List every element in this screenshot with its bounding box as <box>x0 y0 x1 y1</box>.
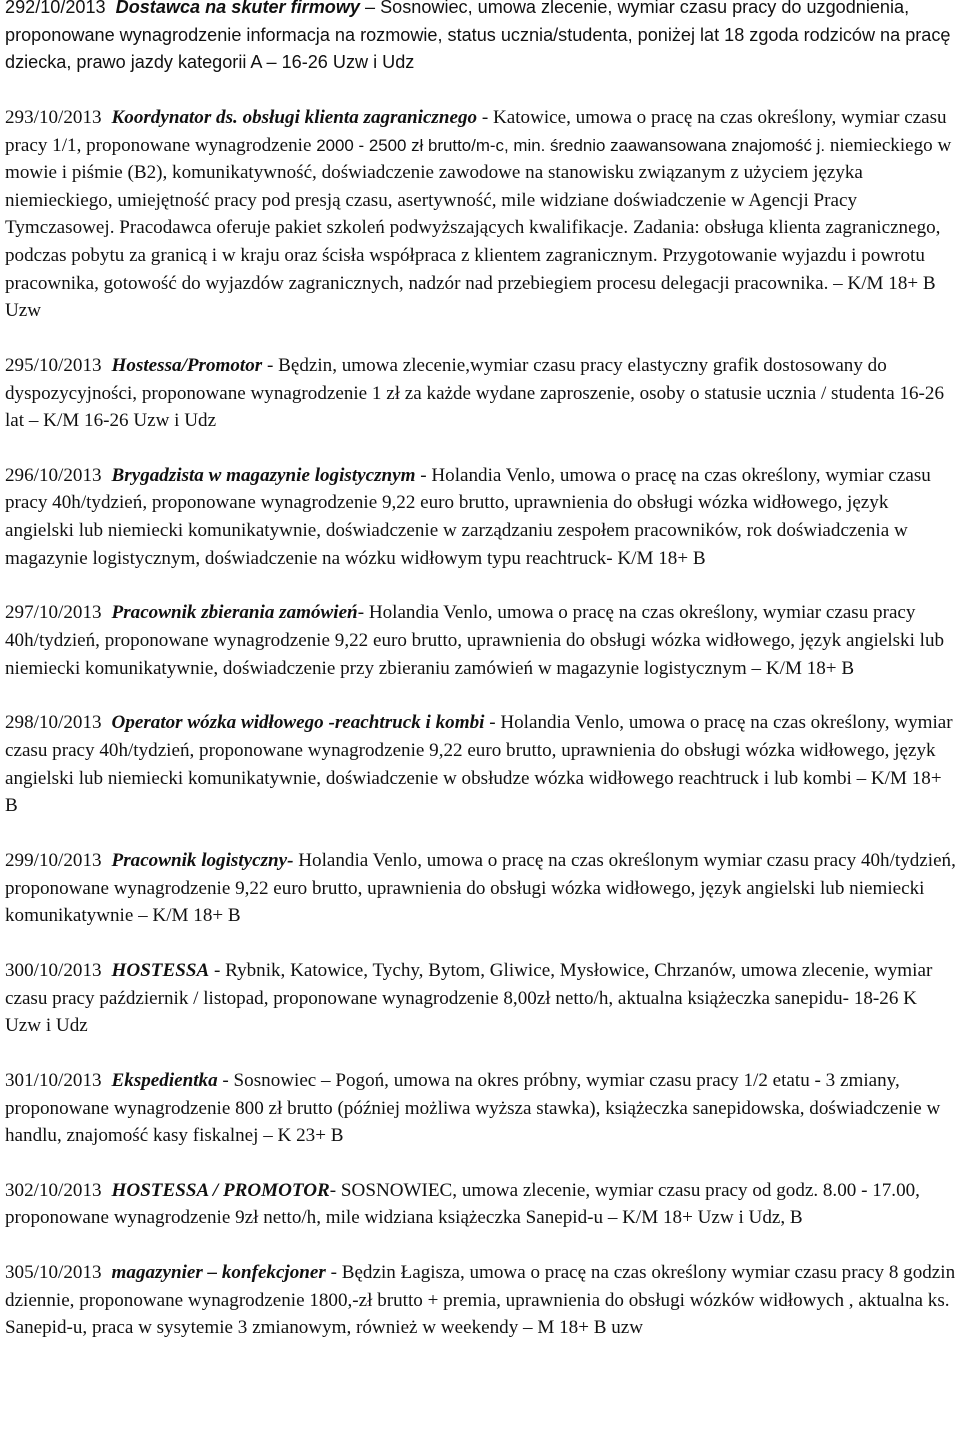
job-entry-295 <box>5 352 957 435</box>
job-title: Pracownik zbierania zamówień <box>111 602 358 624</box>
job-description: - Holandia Venlo, umowa o pracę na czas określony, wymiar czasu pracy 40h/tydzień, proponowane wynagrodzenie 9,22 euro brutto, uprawnienia do obsługi wózka widłowego, język angielski lub niemiecki komunikatywnie, doświadczenie przy zbieraniu zamówień w magazynie logistycznym – K/M 18+ B <box>5 602 945 679</box>
job-description: - Sosnowiec – Pogoń, umowa na okres próbny, wymiar czasu pracy 1/2 etatu - 3 zmiany, proponowane wynagrodzenie 800 zł brutto (później możliwa wyższa stawka), książeczka sanepidowska, doświadczenie w handlu, znajomość kasy fiskalnej – K 23+ B <box>5 1069 941 1147</box>
job-description-cont: niemieckiego w mowie i piśmie (B2), komunikatywność, doświadczenie zawodowe na stanowisku związanym z użyciem języka niemieckiego, umiejętność pracy pod presją czasu, asertywność, mile widziane doświadczenie w Agencji Pracy Tymczasowej. Pracodawca oferuje pakiet szkoleń podwyższających kwalifikacje. Zadania: obsługa klienta zagranicznego, podczas pobytu za granicą i w kraju oraz ścisła współpraca z klientem zagranicznym. Przygotowanie wyjazdu i powrotu pracownika, gotowość do wyjazdów zagranicznych, nadzór nad przebiegiem procesu delegacji pracownika. – K/M 18+ B Uzw <box>5 134 952 322</box>
job-entry-300 <box>5 957 957 1040</box>
entry-number: 300/10/2013 <box>5 959 102 981</box>
job-entry-296 <box>5 462 957 572</box>
job-description: - Będzin Łagisza, umowa o pracę na czas określony wymiar czasu pracy 8 godzin dziennie, proponowane wynagrodzenie 1800,-zł brutto + premia, uprawnienia do obsługi wózków widłowych , aktualna ks. Sanepid-u, praca w sysytemie 3 zmianowym, również w weekendy – M 18+ B uzw <box>5 1262 956 1339</box>
job-description: - Będzin, umowa zlecenie,wymiar czasu pracy elastyczny grafik dostosowany do dyspozycyjności, proponowane wynagrodzenie 1 zł za każde wydane zaproszenie, osoby o statusie ucznia / studenta 16-26 lat – K/M 16-26 Uzw i Udz <box>5 354 944 432</box>
entry-number: 293/10/2013 <box>5 106 102 128</box>
document-page <box>5 0 957 1369</box>
entry-number: 292/10/2013 <box>5 0 106 17</box>
job-description: - Rybnik, Katowice, Tychy, Bytom, Gliwice, Mysłowice, Chrzanów, umowa zlecenie, wymiar czasu pracy październik / listopad, proponowane wynagrodzenie 8,00zł netto/h, aktualna książeczka sanepidu- 18-26 K Uzw i Udz <box>5 959 933 1037</box>
job-entry-298 <box>5 709 957 819</box>
job-title: Dostawca na skuter firmowy <box>115 0 360 17</box>
job-description: – Sosnowiec, umowa zlecenie, wymiar czasu pracy do uzgodnienia, proponowane wynagrodzenie informacja na rozmowie, status ucznia/studenta, poniżej lat 18 zgoda rodziców na pracę dziecka, prawo jazdy kategorii A – 16-26 Uzw i Udz <box>5 0 951 73</box>
job-entry-299 <box>5 847 957 930</box>
job-entry-305 <box>5 1259 957 1342</box>
job-entry-297 <box>5 599 957 682</box>
entry-number: 305/10/2013 <box>5 1262 102 1284</box>
job-title: Koordynator ds. obsługi klienta zagranicznego <box>111 106 478 128</box>
entry-number: 302/10/2013 <box>5 1179 102 1201</box>
job-entry-292 <box>5 0 957 77</box>
job-title: Brygadzista w magazynie logistycznym <box>111 464 416 486</box>
job-description: Holandia Venlo, umowa o pracę na czas określonym wymiar czasu pracy 40h/tydzień, proponowane wynagrodzenie 9,22 euro brutto, uprawnienia do obsługi wózka widłowego, język angielski lub niemiecki komunikatywnie – K/M 18+ B <box>5 849 956 927</box>
entry-number: 295/10/2013 <box>5 354 102 376</box>
entry-number: 299/10/2013 <box>5 849 102 871</box>
entry-number: 297/10/2013 <box>5 602 102 624</box>
job-description: - Holandia Venlo, umowa o pracę na czas określony, wymiar czasu pracy 40h/tydzień, proponowane wynagrodzenie 9,22 euro brutto, uprawnienia do obsługi wózka widłowego, język angielski lub niemiecki komunikatywnie, doświadczenie w obsłudze wózka widłowego reachtruck i lub kombi – K/M 18+ B <box>5 712 953 817</box>
job-entry-302 <box>5 1177 957 1232</box>
job-title: magazynier – konfekcjoner <box>111 1262 326 1284</box>
job-description: - SOSNOWIEC, umowa zlecenie, wymiar czasu pracy od godz. 8.00 - 17.00, proponowane wynagrodzenie 9zł netto/h, mile widziana książeczka Sanepid-u – K/M 18+ Uzw i Udz, B <box>5 1179 920 1229</box>
job-entry-293 <box>5 104 957 325</box>
job-description: - Holandia Venlo, umowa o pracę na czas określony, wymiar czasu pracy 40h/tydzień, proponowane wynagrodzenie 9,22 euro brutto, uprawnienia do obsługi wózka widłowego, język angielski lub niemiecki komunikatywnie, doświadczenie w zarządzaniu zespołem pracowników, rok doświadczenia w magazynie logistycznym, doświadczenie na wózku widłowym typu reachtruck- K/M 18+ B <box>5 464 931 569</box>
entry-number: 298/10/2013 <box>5 712 102 734</box>
job-title: Pracownik logistyczny- <box>111 849 294 871</box>
job-title: Hostessa/Promotor <box>111 354 263 376</box>
job-title: HOSTESSA / PROMOTOR <box>111 1179 330 1201</box>
job-title: HOSTESSA <box>111 959 210 981</box>
job-title: Ekspedientka <box>111 1069 218 1091</box>
entry-number: 296/10/2013 <box>5 464 102 486</box>
entry-number: 301/10/2013 <box>5 1069 102 1091</box>
job-title: Operator wózka widłowego -reachtruck i kombi <box>111 712 485 734</box>
job-entry-301 <box>5 1067 957 1150</box>
job-description-part: 2000 - 2500 zł brutto/m-c, min. średnio zaawansowana znajomość j. <box>316 135 826 155</box>
job-description: - Katowice, umowa o pracę na czas określony, wymiar czasu pracy 1/1, proponowane wynagrodzenie <box>5 106 947 156</box>
